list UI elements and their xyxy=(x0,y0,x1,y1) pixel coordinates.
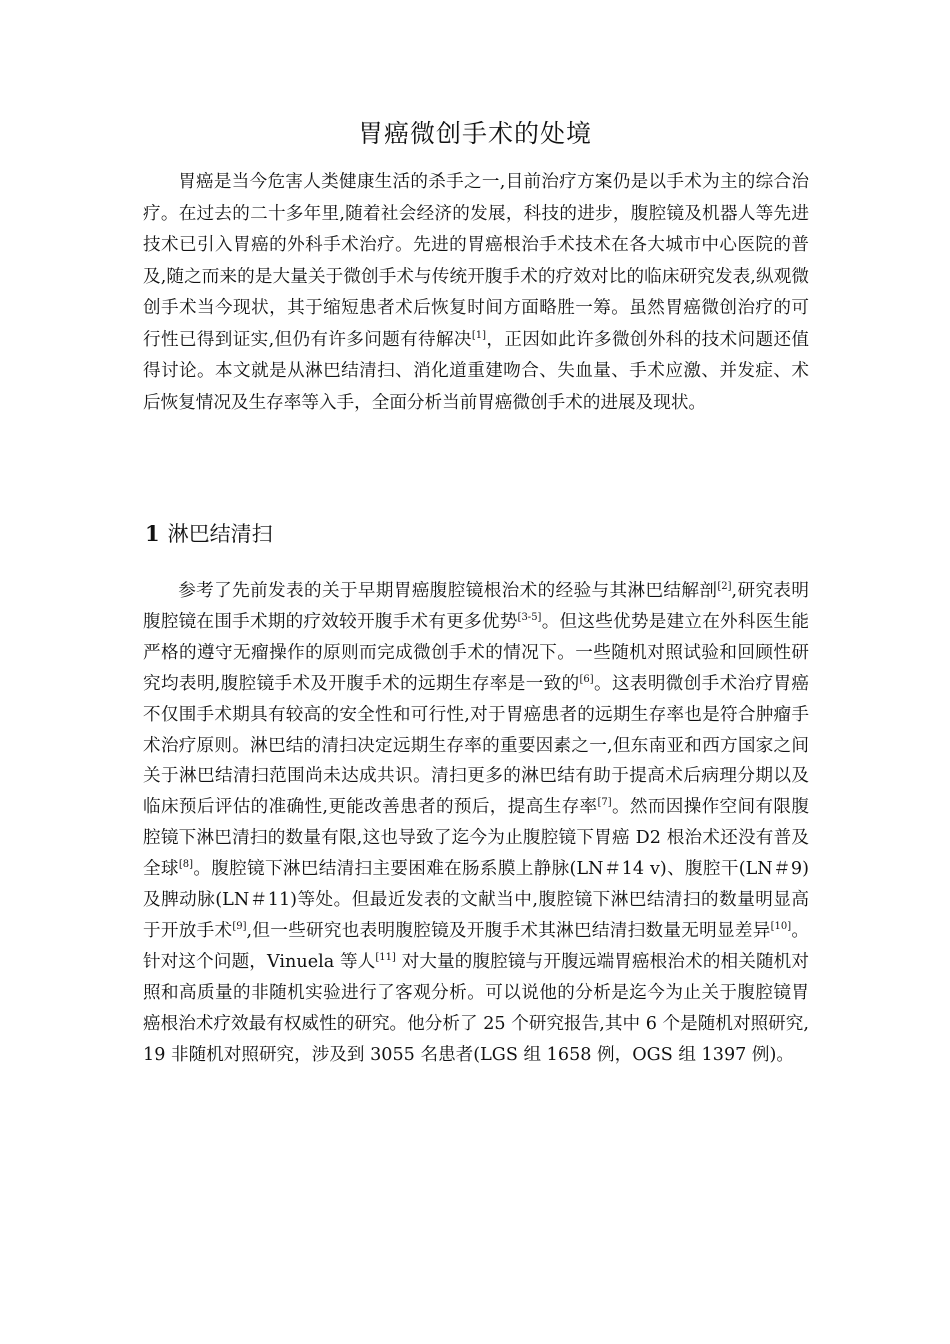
section-text-7: ,但一些研究也表明腹腔镜及开腹手术其淋巴结清扫数量无明显差异 xyxy=(246,920,771,941)
intro-text-1: 胃癌是当今危害人类健康生活的杀手之一,目前治疗方案仍是以手术为主的综合治疗。在过去的二十多年里,随着社会经济的发展，科技的进步，腹腔镜及机器人等先进技术已引入胃癌的外科手术治疗。先进的胃癌根治手术技术在各大城市中心医院的普及,随之而来的是大量关于微创手术与传统开腹手术的疗效对比的临床研究发表,纵观微创手术当今现状，其于缩短患者术后恢复时间方面略胜一筹。虽然胃癌微创治疗的可行性已得到证实,但仍有许多问题有待解决 xyxy=(143,172,809,350)
section-text-3: 。但这些优势是建立在外科医生能严格的遵守无瘤操作的原则而完成微创手术的情况下。一些随机对照试验和回顾性研究均表明,腹腔镜手术及开腹手术的远期生存率是一致的 xyxy=(143,611,809,694)
citation-10: [10] xyxy=(770,921,792,933)
section-paragraph xyxy=(143,576,809,1071)
citation-3-5: [3-5] xyxy=(517,612,542,624)
citation-6: [6] xyxy=(579,673,594,685)
citation-9: [9] xyxy=(232,921,247,933)
citation-11: [11] xyxy=(375,952,396,964)
section-text-2: ,研究表明腹腔镜在围手术期的疗效较开腹手术有更多优势 xyxy=(143,581,809,632)
section-text-5: 。然而因操作空间有限腹腔镜下淋巴清扫的数量有限,这也导致了迄今为止腹腔镜下胃癌 D2 根治术还没有普及全球 xyxy=(143,797,809,880)
citation-1: [1] xyxy=(471,329,487,341)
section-title: 淋巴结清扫 xyxy=(167,522,273,546)
citation-7: [7] xyxy=(597,797,612,809)
section-heading xyxy=(145,518,273,548)
document-title: 胃癌微创手术的处境 xyxy=(357,119,592,148)
section-text-4: 。这表明微创手术治疗胃癌不仅围手术期具有较高的安全性和可行性,对于胃癌患者的远期生存率也是符合肿瘤手术治疗原则。淋巴结的清扫决定远期生存率的重要因素之一,但东南亚和西方国家之间关于淋巴结清扫范围尚未达成共识。清扫更多的淋巴结有助于提高术后病理分期以及临床预后评估的准确性,更能改善患者的预后，提高生存率 xyxy=(143,673,809,818)
citation-2: [2] xyxy=(717,581,732,593)
section-text-6: 。腹腔镜下淋巴结清扫主要困难在肠系膜上静脉(LN＃14 v)、腹腔干(LN＃9)及脾动脉(LN＃11)等处。但最近发表的文献当中,腹腔镜下淋巴结清扫的数量明显高于开放手术 xyxy=(143,859,809,941)
intro-paragraph xyxy=(143,167,809,419)
section-text-1: 参考了先前发表的关于早期胃癌腹腔镜根治术的经验与其淋巴结解剖 xyxy=(178,581,718,601)
citation-8: [8] xyxy=(178,859,193,871)
section-text-8: 。针对这个问题，Vinuela 等人 xyxy=(143,920,809,972)
section-text-9: 对大量的腹腔镜与开腹远端胃癌根治术的相关随机对照和高质量的非随机实验进行了客观分析。可以说他的分析是迄今为止关于腹腔镜胃癌根治术疗效最有权威性的研究。他分析了 25 个研究报告,其中 6 个是随机对照研究,19 非随机对照研究，涉及到 3055 名患者(LGS 组 1658 例，OGS 组 1397 例)。 xyxy=(143,951,809,1065)
section-number: 1 xyxy=(145,521,160,546)
intro-text-2: ，正因如此许多微创外科的技术问题还值得讨论。本文就是从淋巴结清扫、消化道重建吻合、失血量、手术应激、并发症、术后恢复情况及生存率等入手，全面分析当前胃癌微创手术的进展及现状。 xyxy=(143,329,809,413)
